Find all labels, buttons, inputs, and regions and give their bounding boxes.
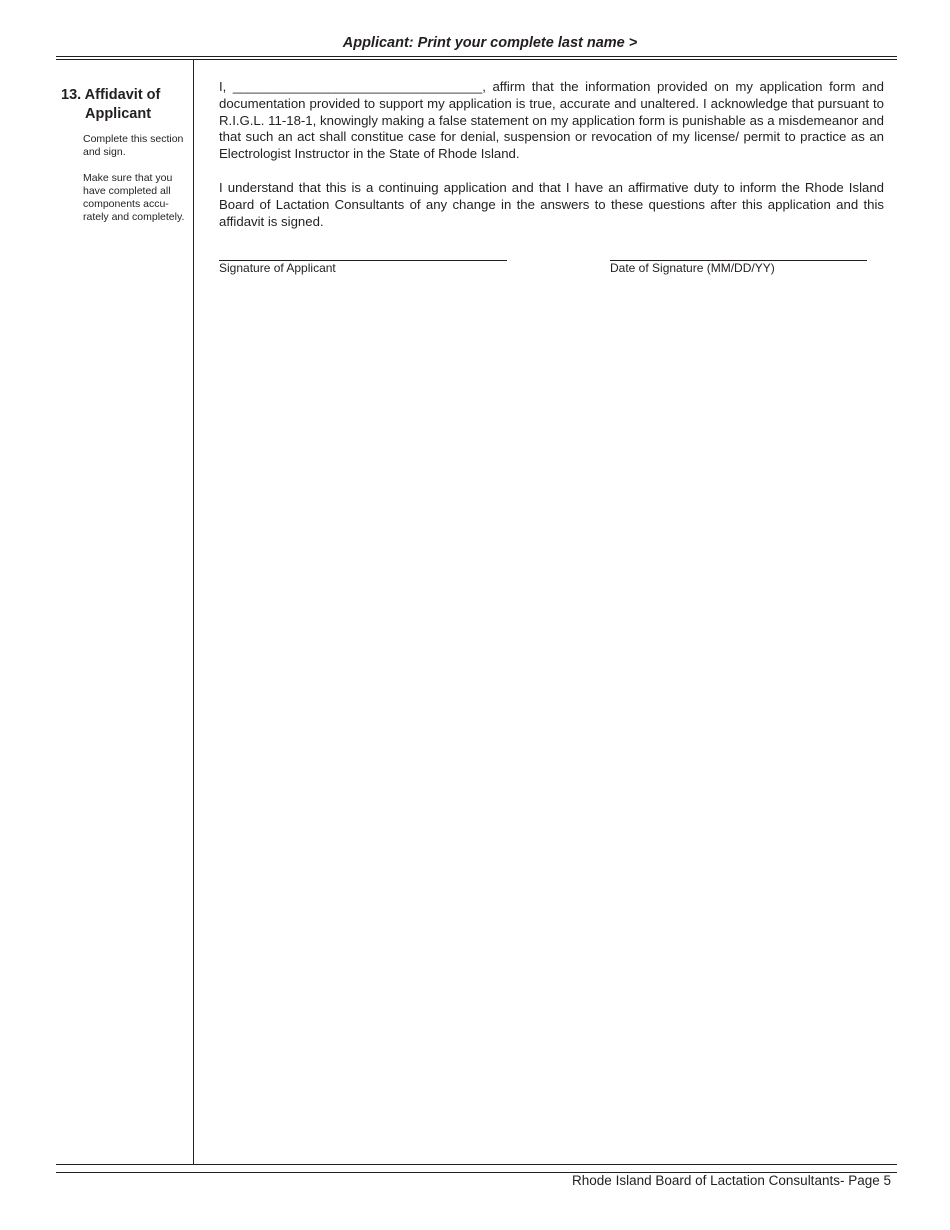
section-heading-line2: Applicant	[85, 106, 152, 122]
section-instruction: Complete this section and sign.	[83, 133, 184, 158]
affidavit-statement: I, __________________________________, affirm that the information provided on my application form and documentation provided to support my application is true, accurate and unaltered. I acknowledge that pursuant to R.I.G.L. 11-18-1, knowingly making a false statement on my application form is punishable as a misdemeanor and that such an act shall constitue case for denial, suspension or revocation of my license/ permit to practice as an Electrologist Instructor in the State of Rhode Island.	[219, 79, 884, 162]
applicant-signature-label: Signature of Applicant	[219, 261, 336, 275]
header-divider-secondary	[56, 59, 897, 60]
header-divider	[56, 56, 897, 57]
column-divider	[193, 59, 194, 1165]
section-reminder: Make sure that you have completed all components accu-rately and completely.	[83, 172, 185, 223]
continuing-duty-statement: I understand that this is a continuing application and that I have an affirmative duty to inform the Rhode Island Board of Lactation Consultants of any change in the answers to these questions after this application and this affidavit is signed.	[219, 180, 884, 229]
signature-date-label: Date of Signature (MM/DD/YY)	[610, 261, 775, 275]
section-heading	[61, 86, 160, 124]
footer-divider	[56, 1164, 897, 1165]
section-heading-line1: 13. Affidavit of	[61, 87, 161, 103]
page-footer: Rhode Island Board of Lactation Consultants- Page 5	[572, 1173, 891, 1188]
page-header-title: Applicant: Print your complete last name >	[342, 35, 638, 51]
